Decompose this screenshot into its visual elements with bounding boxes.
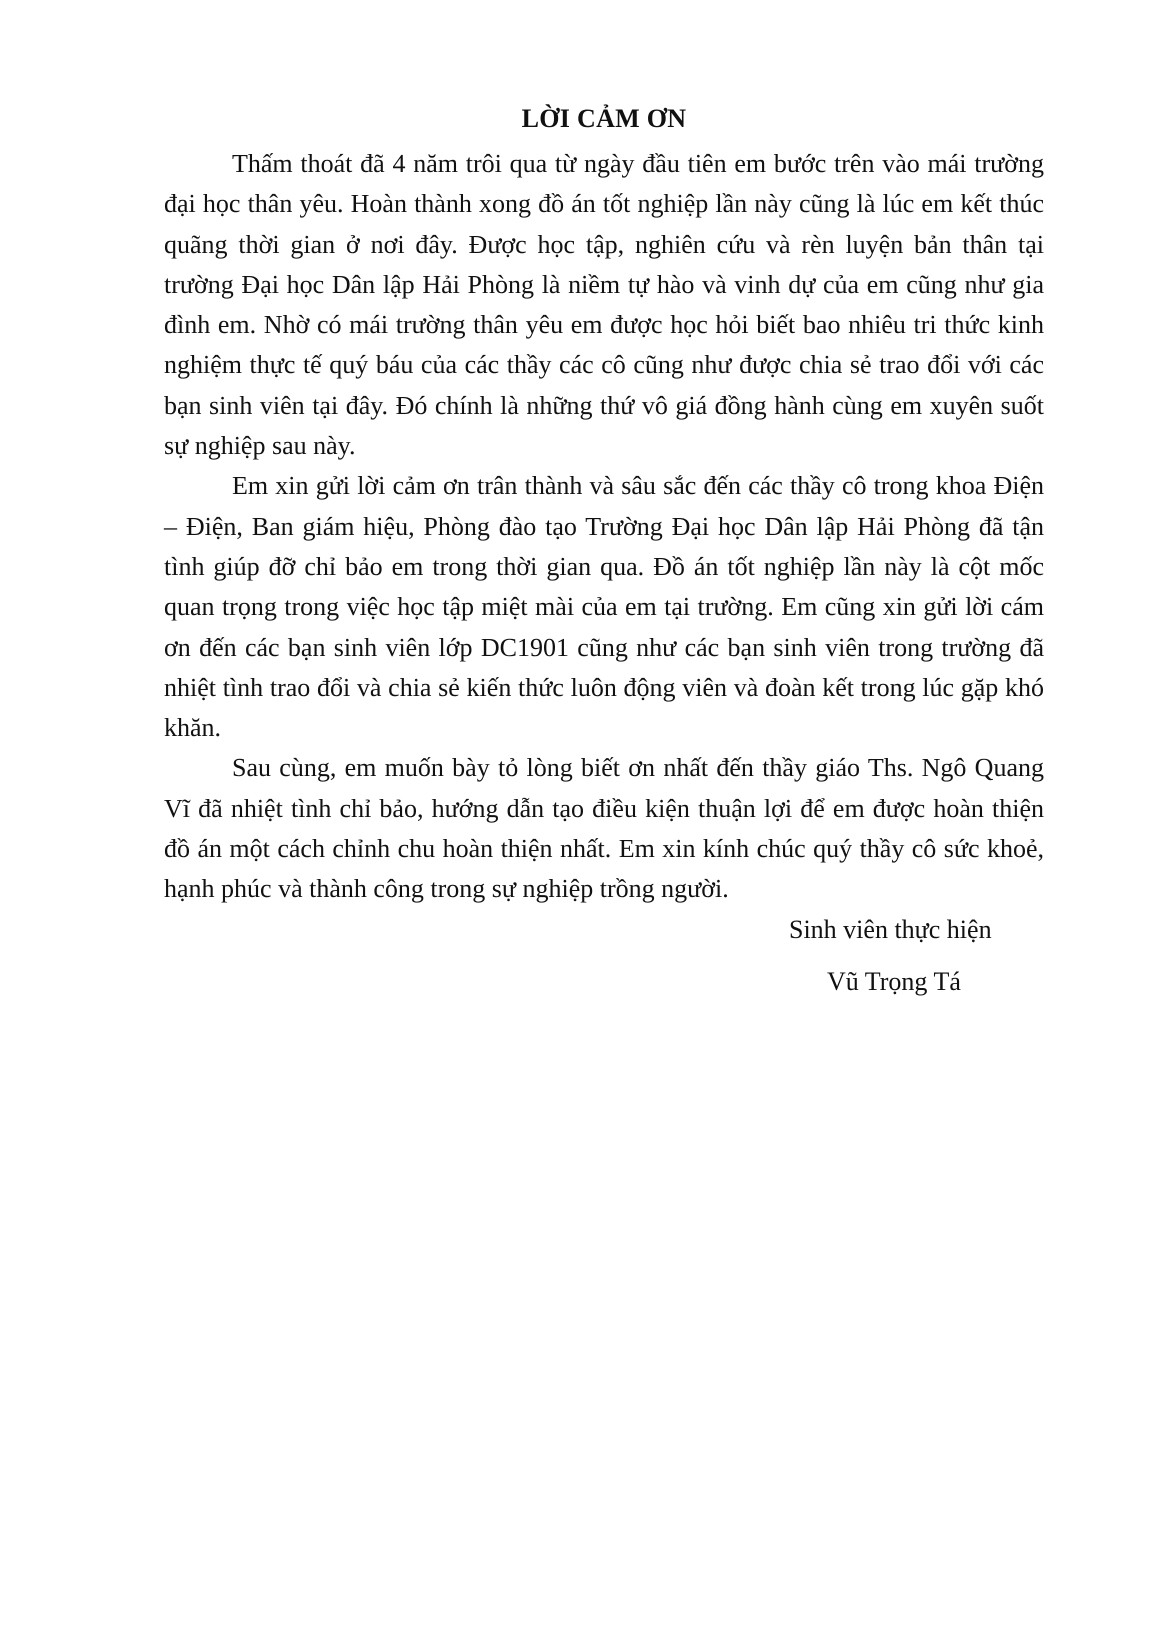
paragraph-thanks-faculty: Em xin gửi lời cảm ơn trân thành và sâu sắc đến các thầy cô trong khoa Điện – Điện, Ban giám hiệu, Phòng đào tạo Trường Đại học Dân lập Hải Phòng đã tận tình giúp đỡ chỉ bảo em trong thời gian qua. Đồ án tốt nghiệp lần này là cột mốc quan trọng trong việc học tập miệt mài của em tại trường. Em cũng xin gửi lời cám ơn đến các bạn sinh viên lớp DC1901 cũng như các bạn sinh viên trong trường đã nhiệt tình trao đổi và chia sẻ kiến thức luôn động viên và đoàn kết trong lúc gặp khó khăn.	[164, 471, 1044, 743]
paragraph-intro: Thấm thoát đã 4 năm trôi qua từ ngày đầu tiên em bước trên vào mái trường đại học thân yêu. Hoàn thành xong đồ án tốt nghiệp lần này cũng là lúc em kết thúc quãng thời gian ở nơi đây. Được học tập, nghiên cứu và rèn luyện bản thân tại trường Đại học Dân lập Hải Phòng là niềm tự hào và vinh dự của em cũng như gia đình em. Nhờ có mái trường thân yêu em được học hỏi biết bao nhiêu tri thức kinh nghiệm thực tế quý báu của các thầy các cô cũng như được chia sẻ trao đổi với các bạn sinh viên tại đây. Đó chính là những thứ vô giá đồng hành cùng em xuyên suốt sự nghiệp sau này.	[164, 149, 1044, 461]
paragraph-thanks-advisor: Sau cùng, em muốn bày tỏ lòng biết ơn nhất đến thầy giáo Ths. Ngô Quang Vĩ đã nhiệt tình chỉ bảo, hướng dẫn tạo điều kiện thuận lợi để em được hoàn thiện đồ án một cách chỉnh chu hoàn thiện nhất. Em xin kính chúc quý thầy cô sức khoẻ, hạnh phúc và thành công trong sự nghiệp trồng người.	[164, 753, 1044, 904]
signature-role: Sinh viên thực hiện	[789, 915, 992, 944]
page-title: LỜI CẢM ƠN	[521, 104, 687, 133]
document-body	[164, 104, 1044, 996]
signature-name: Vũ Trọng Tá	[827, 967, 961, 996]
